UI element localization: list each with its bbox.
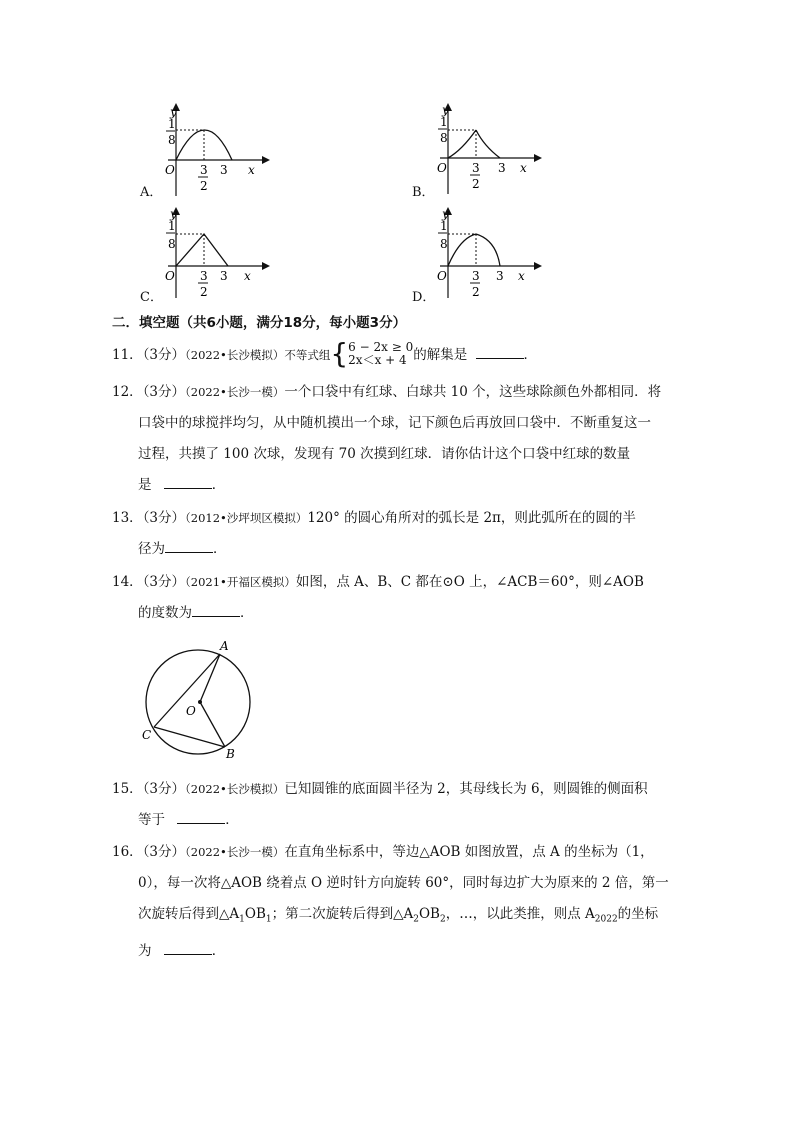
q12-line2: 口袋中的球搅拌均匀，从中随机摸出一个球，记下颜色后再放回口袋中．不断重复这一 bbox=[138, 415, 651, 431]
q16-source: （2022•长沙一模） bbox=[185, 845, 285, 859]
y-axis-label: y bbox=[170, 105, 177, 119]
y-frac-den: 8 bbox=[168, 237, 176, 251]
q13-source: （2012•沙坪坝区模拟） bbox=[185, 511, 308, 525]
label-o: O bbox=[186, 704, 196, 718]
q14-figure bbox=[136, 636, 260, 762]
q11-ineq2: 2x＜x + 4 bbox=[348, 352, 407, 367]
q16-end: ． bbox=[211, 942, 226, 959]
option-a-label: A． bbox=[140, 185, 163, 200]
x-tick-label: 3 bbox=[496, 269, 504, 283]
question-15 bbox=[112, 774, 692, 836]
q16-line3d: OB bbox=[418, 906, 440, 922]
q14-number: 14． bbox=[112, 574, 143, 590]
x-axis-label: x bbox=[518, 269, 525, 283]
x-axis-label: x bbox=[248, 163, 255, 177]
x-frac-den: 2 bbox=[200, 179, 208, 193]
q16-sub2b: 2 bbox=[439, 914, 446, 925]
q11-ineq1: 6 − 2x ≥ 0 bbox=[348, 339, 414, 354]
q12-number: 12． bbox=[112, 384, 143, 400]
origin-label: O bbox=[165, 163, 175, 177]
q12-score: （3分） bbox=[142, 384, 186, 400]
q16-sub1: 1 bbox=[239, 914, 245, 925]
q15-line1: 已知圆锥的底面圆半径为 2，其母线长为 6，则圆锥的侧面积 bbox=[284, 781, 648, 797]
q16-line3a: 次旋转后得到△A bbox=[138, 906, 240, 922]
question-12 bbox=[112, 377, 692, 501]
q13-number: 13． bbox=[112, 510, 143, 526]
segment-ob bbox=[200, 702, 225, 747]
q14-source: （2021•开福区模拟） bbox=[185, 575, 296, 589]
q15-line2: 等于 bbox=[138, 812, 165, 828]
q16-answer-blank[interactable] bbox=[164, 940, 212, 955]
y-frac-den: 8 bbox=[168, 133, 176, 147]
x-axis-arrow bbox=[262, 262, 270, 270]
y-frac-num: 1 bbox=[440, 219, 448, 233]
x-axis-label: x bbox=[244, 269, 251, 283]
q12-answer-blank[interactable] bbox=[164, 474, 212, 489]
x-frac-den: 2 bbox=[472, 177, 480, 191]
q16-line4: 为 bbox=[138, 942, 152, 959]
q14-score: （3分） bbox=[142, 574, 186, 590]
q13-line2: 径为 bbox=[138, 541, 165, 557]
q11-brace: { bbox=[330, 336, 349, 370]
q16-line2: 0），每一次将△AOB 绕着点 O 逆时针方向旋转 60°，同时每边扩大为原来的 2 倍，第一 bbox=[138, 875, 669, 891]
y-frac-den: 8 bbox=[440, 131, 448, 145]
q16-score: （3分） bbox=[142, 844, 186, 860]
q12-source: （2022•长沙一模） bbox=[185, 385, 285, 399]
option-c-label: C． bbox=[140, 290, 163, 305]
y-frac-den: 8 bbox=[440, 237, 448, 251]
q16-line3f: 的坐标 bbox=[617, 906, 659, 922]
q13-line1: 120° 的圆心角所对的弧长是 2π，则此弧所在的圆的半 bbox=[307, 510, 636, 526]
q15-end: ． bbox=[225, 812, 239, 828]
y-frac-num: 1 bbox=[168, 117, 176, 131]
option-b-label: B． bbox=[412, 185, 435, 200]
question-14 bbox=[112, 567, 692, 629]
q16-line3c: ；第二次旋转后得到△A bbox=[271, 906, 414, 922]
question-16 bbox=[112, 837, 692, 967]
q15-source: （2022•长沙模拟） bbox=[185, 782, 285, 796]
x-frac-num: 3 bbox=[472, 269, 480, 283]
x-frac-den: 2 bbox=[472, 285, 480, 299]
x-tick-label: 3 bbox=[220, 269, 228, 283]
origin-label: O bbox=[437, 269, 447, 283]
q15-answer-blank[interactable] bbox=[177, 809, 225, 824]
y-frac-num: 1 bbox=[440, 115, 448, 129]
q15-score: （3分） bbox=[142, 781, 186, 797]
segment-oa bbox=[200, 654, 220, 702]
q13-end: ． bbox=[213, 541, 227, 557]
q12-end: ． bbox=[211, 477, 226, 493]
x-frac-num: 3 bbox=[472, 161, 480, 175]
q11-number: 11． bbox=[112, 347, 143, 363]
q15-number: 15． bbox=[112, 781, 143, 797]
section-title: 二．填空题（共6小题，满分18分，每小题3分） bbox=[112, 315, 407, 331]
y-axis-label: y bbox=[442, 207, 449, 221]
q16-number: 16． bbox=[112, 844, 143, 860]
y-axis-label: y bbox=[170, 207, 177, 221]
label-c: C bbox=[142, 728, 152, 742]
q16-line3b: OB bbox=[244, 906, 266, 922]
q16-sub1b: 1 bbox=[265, 914, 272, 925]
x-frac-num: 3 bbox=[200, 163, 208, 177]
q11-score: （3分） bbox=[142, 347, 186, 363]
q11-system bbox=[348, 341, 413, 367]
y-frac-num: 1 bbox=[168, 219, 176, 233]
x-axis-arrow bbox=[534, 262, 542, 270]
question-13 bbox=[112, 503, 692, 565]
q16-line1: 在直角坐标系中，等边△AOB 如图放置，点 A 的坐标为（1， bbox=[284, 844, 654, 860]
q14-line1: 如图，点 A、B、C 都在⊙O 上，∠ACB＝60°，则∠AOB bbox=[295, 574, 644, 590]
function-rise bbox=[448, 130, 476, 158]
q12-line3: 过程，共摸了 100 次球，发现有 70 次摸到红球．请你估计这个口袋中红球的数量 bbox=[138, 446, 631, 462]
q13-answer-blank[interactable] bbox=[165, 538, 213, 553]
q13-score: （3分） bbox=[142, 510, 186, 526]
x-tick-label: 3 bbox=[220, 163, 228, 177]
q11-text-b: 的解集是 bbox=[413, 347, 468, 363]
q11-answer-blank[interactable] bbox=[476, 344, 524, 359]
origin-label: O bbox=[437, 161, 447, 175]
function-fall bbox=[476, 130, 500, 158]
origin-label: O bbox=[165, 269, 175, 283]
x-frac-num: 3 bbox=[200, 269, 208, 283]
label-a: A bbox=[220, 639, 229, 653]
x-frac-den: 2 bbox=[200, 285, 208, 299]
function-rise bbox=[448, 234, 476, 266]
q16-line3 bbox=[112, 899, 692, 936]
center-point bbox=[198, 700, 202, 704]
x-axis-arrow bbox=[534, 154, 542, 162]
q11-source: （2022•长沙模拟） bbox=[185, 348, 285, 362]
q16-sub2022: 2022 bbox=[594, 914, 618, 925]
q12-line4: 是 bbox=[138, 477, 152, 493]
q14-answer-blank[interactable] bbox=[192, 602, 240, 617]
q11-text-a: 不等式组 bbox=[284, 348, 331, 362]
function-polyline bbox=[176, 234, 228, 266]
q16-sub2: 2 bbox=[413, 914, 419, 925]
q14-end: ． bbox=[240, 605, 254, 621]
question-11 bbox=[112, 336, 692, 371]
q12-line1: 一个口袋中有红球、白球共 10 个，这些球除颜色外都相同．将 bbox=[284, 384, 662, 400]
function-arc bbox=[476, 234, 500, 266]
label-b: B bbox=[226, 747, 235, 761]
x-tick-label: 3 bbox=[498, 161, 506, 175]
y-axis-label: y bbox=[442, 103, 449, 117]
q11-end: ． bbox=[523, 347, 538, 363]
x-axis-label: x bbox=[520, 161, 527, 175]
option-d-label: D． bbox=[412, 290, 436, 305]
segment-cb bbox=[154, 727, 225, 747]
q14-line2: 的度数为 bbox=[138, 605, 192, 621]
q16-line3e: ，…，以此类推，则点 A bbox=[445, 906, 595, 922]
x-axis-arrow bbox=[262, 156, 270, 164]
circle-figure-svg bbox=[136, 636, 260, 762]
